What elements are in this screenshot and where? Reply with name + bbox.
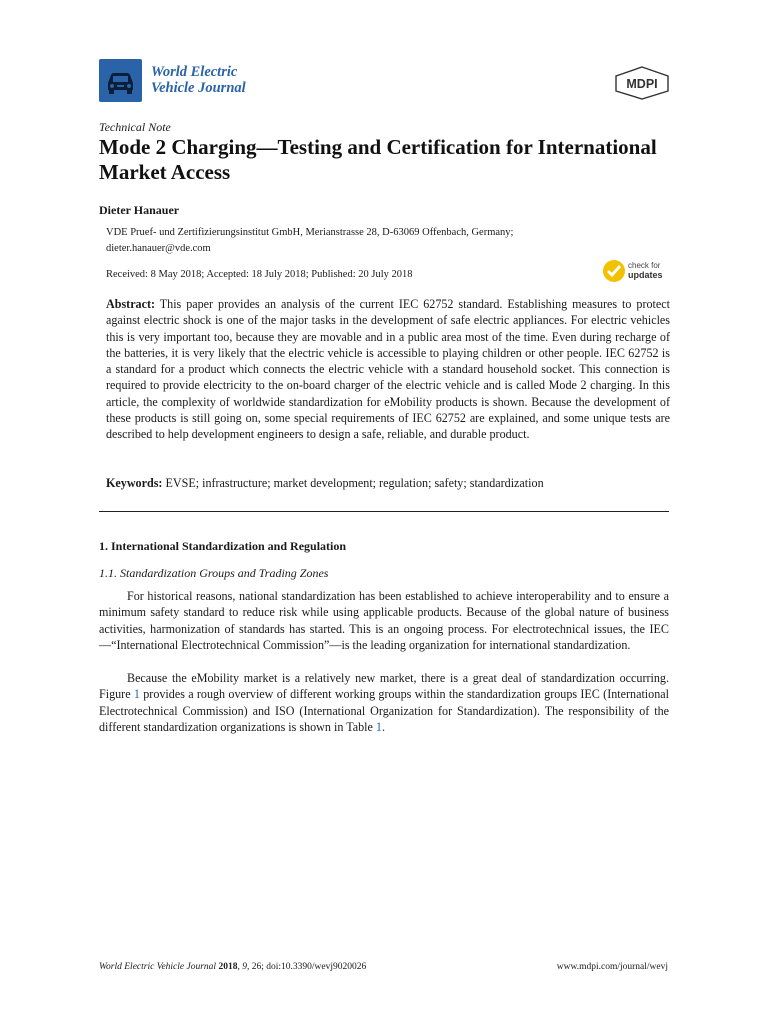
journal-name-line1: World Electric — [151, 64, 238, 80]
car-icon — [99, 59, 142, 102]
paragraph-2-text-a: Because the eMobility market is a relatively new market, there is a great deal of standardization occurring. Figure — [99, 671, 669, 702]
affiliation — [106, 225, 666, 257]
author-email[interactable]: dieter.hanauer@vde.com — [106, 243, 211, 254]
footer-citation: World Electric Vehicle Journal 2018, 9, 26; doi:10.3390/wevj9020026 — [99, 962, 367, 972]
paragraph-2-text-b: provides a rough overview of different working groups within the standardization groups IEC (International Electrotechnical Commission) and ISO (International Organization for Standardization). The responsibility of the different standardization organizations is shown in Table — [99, 687, 669, 734]
abstract-label: Abstract: — [106, 297, 156, 311]
publisher-logo[interactable] — [614, 66, 670, 100]
footer-url[interactable]: www.mdpi.com/journal/wevj — [556, 962, 668, 972]
publisher-logo-text: MDPI — [626, 77, 658, 91]
paragraph-1 — [99, 588, 669, 653]
check-updates-label-line1: check for — [628, 261, 661, 270]
paragraph-2-text-c: . — [381, 719, 385, 734]
keywords-text: EVSE; infrastructure; market development; regulation; safety; standardization — [165, 476, 544, 490]
check-updates-label-line2: updates — [628, 270, 663, 280]
figure-1-link[interactable]: 1 — [133, 687, 140, 702]
subsection-heading: 1.1. Standardization Groups and Trading Zones — [99, 566, 329, 580]
abstract-text: This paper provides an analysis of the current IEC 62752 standard. Establishing measures to protect against electric shock is one of the major tasks in the development of safe electric appliances. For electric vehicles this is very important too, because they are movable and in a public area most of the time. Even during recharge of the batteries, it is very likely that the electric vehicle is accessible to playing children or other people. IEC 62752 is a standard for a product which connects the electric vehicle with a standard household socket. This connection is required to provide electricity to the on-board charger of the electric vehicle and is called Mode 2 charging. In this article, the complexity of worldwide standardization for eMobility products is shown. Because the development of these products is still going on, some special requirements of IEC 62752 are explained, and some unique tests are described to help development engineers to design a safe, reliable, and durable product. — [106, 297, 670, 442]
journal-name[interactable] — [151, 64, 246, 96]
footer-doi[interactable]: , 26; doi:10.3390/wevj9020026 — [246, 962, 367, 972]
footer-journal: World Electric Vehicle Journal — [99, 962, 217, 972]
paragraph-2 — [99, 670, 669, 735]
author-name: Dieter Hanauer — [99, 203, 180, 217]
keywords-label: Keywords: — [106, 476, 163, 490]
abstract — [106, 296, 670, 443]
divider — [99, 511, 669, 512]
paragraph-1-text: For historical reasons, national standardization has been established to achieve interoperability and to ensure a minimum safety standard to reduce risk while using applicable products. Because of the global nature of business activities, harmonization of standards has started. This is an ongoing process. For electrotechnical issues, the IEC—“International Electrotechnical Commission”—is the leading organization for international standardization. — [99, 589, 669, 652]
publication-dates: Received: 8 May 2018; Accepted: 18 July 2018; Published: 20 July 2018 — [106, 269, 413, 280]
mdpi-logo-icon — [614, 66, 670, 100]
affiliation-address: VDE Pruef- und Zertifizierungsinstitut GmbH, Merianstrasse 28, D-63069 Offenbach, Germany; — [106, 227, 514, 238]
page-title: Mode 2 Charging—Testing and Certification for International Market Access — [99, 135, 657, 184]
section-heading: 1. International Standardization and Regulation — [99, 539, 347, 553]
check-updates-icon — [602, 259, 626, 283]
keywords — [106, 475, 670, 491]
article-type: Technical Note — [99, 120, 171, 134]
footer-year: 2018 — [218, 962, 238, 972]
footer-volume: 9 — [242, 962, 247, 972]
journal-logo — [99, 59, 142, 102]
table-1-link[interactable]: 1 — [375, 719, 382, 734]
journal-name-line2: Vehicle Journal — [151, 80, 246, 96]
